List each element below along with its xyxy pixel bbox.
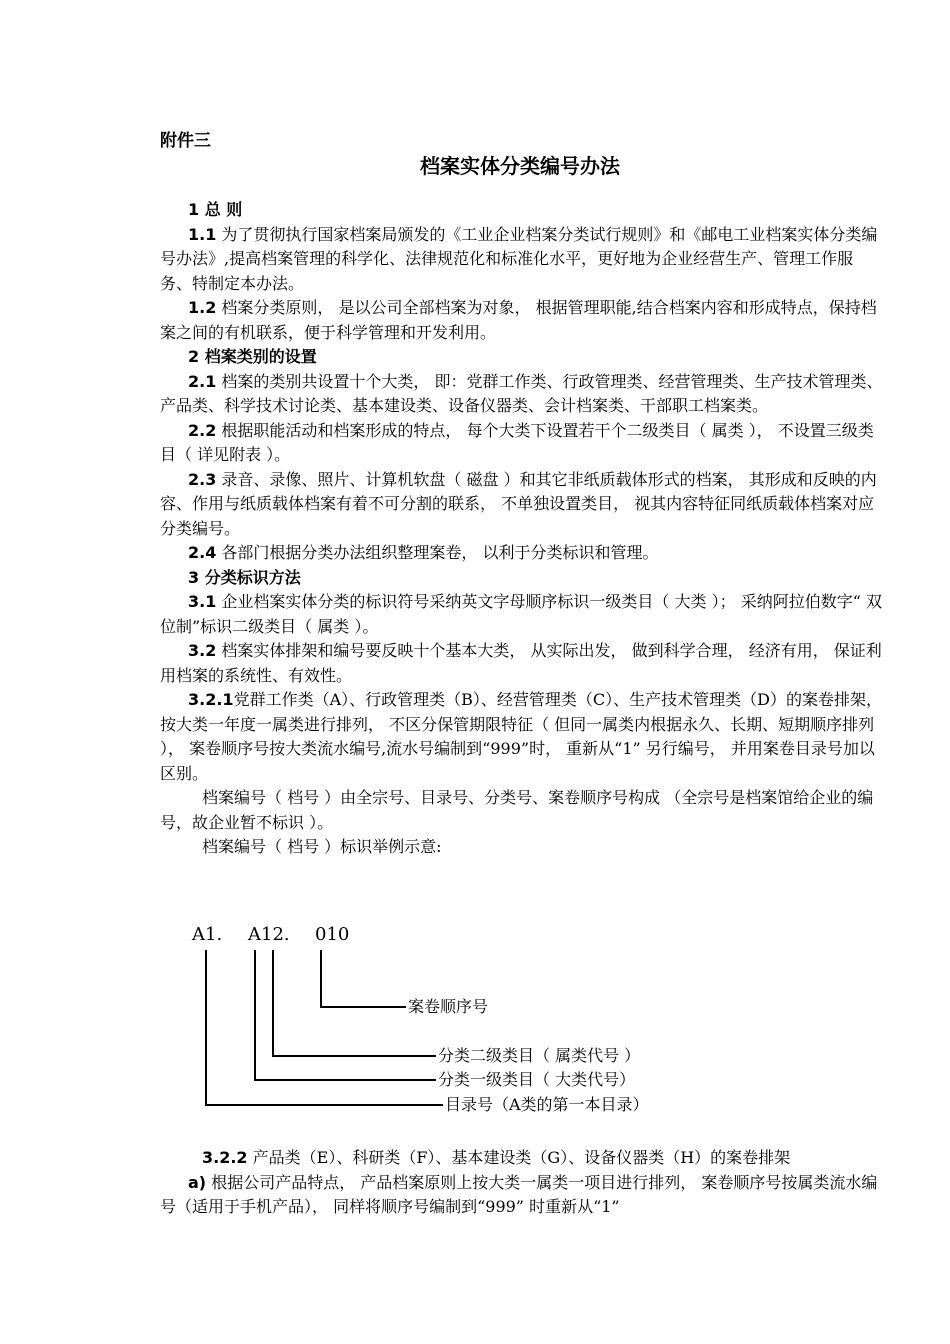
paragraph-1-1: [160, 223, 885, 297]
section-3-heading: 3 分类标识方法: [188, 567, 301, 587]
paragraph-2-1: [160, 370, 885, 419]
paragraph-3-2-2: [160, 1146, 885, 1171]
connector-catalog-horizontal: [205, 1104, 443, 1106]
paragraph-3-1: [160, 590, 885, 639]
clause-text: 根据公司产品特点， 产品档案原则上按大类一属类一项目进行排列， 案卷顺序号按属类流水编号（适用于手机产品）， 同样将顺序号编制到“999” 时重新从“1”: [160, 1172, 878, 1216]
clause-text: 档案实体排架和编号要反映十个基本大类， 从实际出发， 做到科学合理， 经济有用， 保证利用档案的系统性、有效性。: [160, 641, 882, 685]
clause-text: 党群工作类（A）、行政管理类（B）、经营管理类（C）、生产技术管理类（D）的案卷排架， 按大类一年度一属类进行排列， 不区分保管期限特征（ 但同一属类内根据永久、长期、短期顺序排列 ）， 案卷顺序号按大类流水编号,流水号编制到“999”时， 重新从“1” 另行编号， 并用案卷目录号加以区别。: [160, 690, 882, 783]
clause-text: 各部门根据分类办法组织整理案卷， 以利于分类标识和管理。: [216, 543, 659, 562]
paragraph-example-intro: 档案编号（ 档号 ）标识举例示意:: [202, 837, 442, 856]
clause-number: 3.2: [188, 641, 217, 660]
section-1-heading: 1 总 则: [188, 200, 243, 219]
section-2-heading: 2 档案类别的设置: [188, 347, 317, 366]
paragraph-1-2: [160, 296, 885, 345]
clause-number: 3.1: [188, 592, 217, 611]
connector-seq-horizontal: [320, 1006, 406, 1008]
paragraph-3-2-1: [160, 688, 885, 786]
document-title: 档案实体分类编号办法: [420, 154, 620, 178]
code-catalog: A1.: [192, 924, 223, 945]
label-catalog-number: 目录号（A类的第一本目录）: [445, 1095, 649, 1114]
connector-catalog-vertical: [205, 950, 207, 1106]
paragraph-3-2-2-a: [160, 1171, 885, 1220]
connector-sub-horizontal: [272, 1055, 436, 1057]
clause-text: 档案分类原则， 是以公司全部档案为对象， 根据管理职能,结合档案内容和形成特点，保持档案之间的有机联系，便于科学管理和开发利用。: [160, 298, 877, 342]
clause-text: 根据职能活动和档案形成的特点， 每个大类下设置若干个二级类目（ 属类 ）， 不设置三级类目（ 详见附表 ）。: [160, 420, 874, 464]
paragraph-2-3: [160, 468, 885, 542]
document-body: [160, 198, 885, 860]
clause-text: 为了贯彻执行国家档案局颁发的《工业企业档案分类试行规则》和《邮电工业档案实体分类编号办法》,提高档案管理的科学化、法律规范化和标准化水平，更好地为企业经营生产、管理工作服务、特制定本办法。: [160, 224, 878, 293]
label-subcategory: 分类二级类目（ 属类代号 ）: [438, 1046, 641, 1065]
code-category: A12.: [248, 924, 290, 945]
clause-number: 3.2.2: [202, 1148, 248, 1167]
clause-number: 1.2: [188, 298, 217, 317]
connector-main-vertical: [254, 950, 256, 1080]
clause-number: 1.1: [188, 224, 217, 244]
paragraph-3-2: [160, 639, 885, 688]
paragraph-2-4: [160, 541, 885, 566]
clause-text: 档案的类别共设置十个大类， 即：党群工作类、行政管理类、经营管理类、生产技术管理类、产品类、科学技术讨论类、基本建设类、设备仪器类、会计档案类、干部职工档案类。: [160, 371, 883, 415]
label-main-category: 分类一级类目（ 大类代号）: [438, 1070, 636, 1089]
connector-seq-vertical: [320, 950, 322, 1008]
section-3-2-2: [160, 1146, 885, 1220]
clause-number: 3.2.1: [188, 690, 234, 709]
paragraph-2-2: [160, 419, 885, 468]
connector-sub-vertical: [272, 950, 274, 1056]
clause-number: 2.4: [188, 543, 217, 562]
clause-number: a): [188, 1172, 207, 1192]
clause-number: 2.2: [188, 420, 217, 440]
clause-number: 2.3: [188, 469, 217, 489]
code-sequence: 010: [315, 924, 350, 945]
label-sequence-number: 案卷顺序号: [408, 997, 489, 1016]
connector-main-horizontal: [254, 1079, 436, 1081]
clause-text: 产品类（E）、科研类（F）、基本建设类（G）、设备仪器类（H）的案卷排架: [247, 1148, 791, 1167]
clause-number: 2.1: [188, 371, 217, 391]
paragraph-archive-number: 档案编号（ 档号 ）由全宗号、目录号、分类号、案卷顺序号构成 （全宗号是档案馆给企业的编号，故企业暂不标识 ）。: [160, 788, 874, 832]
clause-text: 企业档案实体分类的标识符号采纳英文字母顺序标识一级类目（ 大类 ）； 采纳阿拉伯数字“ 双位制”标识二级类目（ 属类 ）。: [160, 592, 882, 636]
clause-text: 录音、录像、照片、计算机软盘（ 磁盘 ）和其它非纸质载体形式的档案， 其形成和反映的内容、作用与纸质载体档案有着不可分割的联系， 不单独设置类目， 视其内容特征同纸质载体档案对应分类编号。: [160, 469, 877, 538]
annex-label: 附件三: [160, 131, 211, 151]
